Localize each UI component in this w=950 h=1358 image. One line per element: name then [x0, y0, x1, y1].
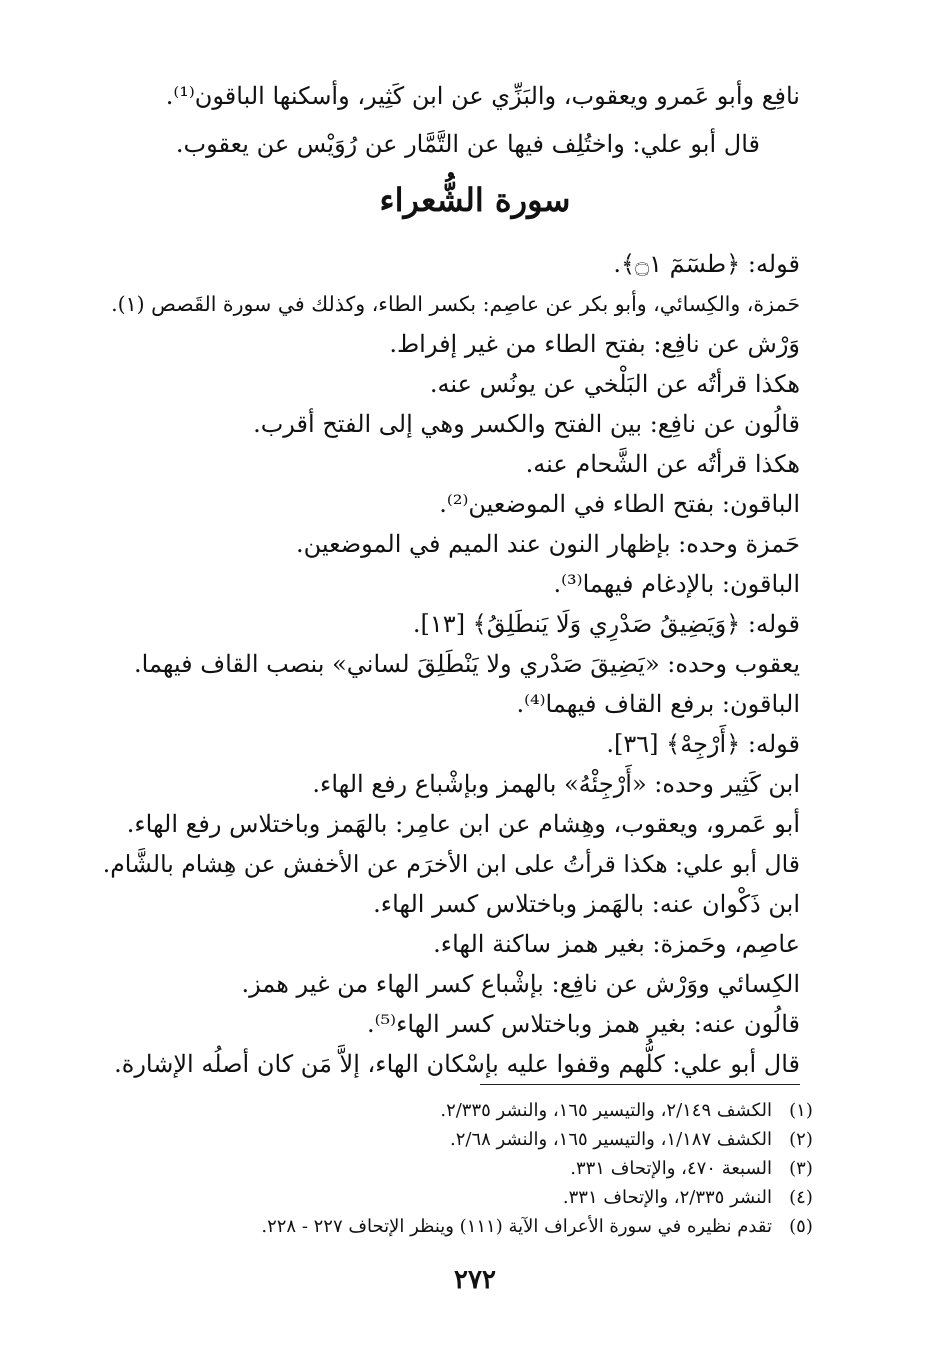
text-line: قال أبو علي: واختُلِف فيها عن التَّمَّار عن رُوَيْس عن يعقوب. [175, 130, 760, 158]
footnote-number: (١) [789, 1100, 813, 1121]
text-line: ابن ذَكْوان عنه: بالهَمز وباختلاس كسر الهاء. [373, 890, 800, 918]
page-number: ٢٧٢ [454, 1265, 496, 1295]
text-line: هكذا قرأتُه عن البَلْخي عن يونُس عنه. [429, 370, 800, 398]
text-line: نافِع وأبو عَمرو ويعقوب، والبَزِّي عن ابن كَثِير، وأسكنها الباقون⁽¹⁾. [165, 82, 800, 110]
footnote [120, 1185, 820, 1211]
text-line: قوله: ﴿طسٓمٓ ۝١﴾. [613, 250, 800, 278]
text-line: قال أبو علي: هكذا قرأتُ على ابن الأخرَم عن الأخفش عن هِشام بالشَّام. [102, 850, 800, 878]
text-line: قالُون عن نافِع: بين الفتح والكسر وهي إلى الفتح أقرب. [253, 410, 800, 438]
text-line: الباقون: بالإدغام فيهما⁽³⁾. [553, 570, 800, 598]
footnote-number: (٥) [789, 1216, 813, 1237]
text-line: حَمزة وحده: بإظهار النون عند الميم في الموضعين. [296, 530, 800, 558]
footnote-separator [480, 1084, 800, 1085]
footnote [120, 1214, 820, 1240]
text-line: عاصِم، وحَمزة: بغير همز ساكنة الهاء. [433, 930, 800, 958]
footnote [120, 1127, 820, 1153]
text-line: قال أبو علي: كلُّهم وقفوا عليه بإسْكان الهاء، إلاَّ مَن كان أصلُه الإشارة. [114, 1050, 800, 1078]
text-line: يعقوب وحده: «يَضِيقَ صَدْري ولا يَنْطَلِقَ لساني» بنصب القاف فيهما. [134, 650, 800, 678]
text-line: هكذا قرأتُه عن الشَّحام عنه. [525, 450, 800, 478]
footnote-text: النشر ٢/٣٣٥، والإتحاف ٣٣١. [562, 1187, 772, 1208]
surah-title: سورة الشُّعراء [379, 181, 571, 219]
footnote-text: السبعة ٤٧٠، والإتحاف ٣٣١. [570, 1158, 772, 1179]
footnote-text: الكشف ٢/١٤٩، والتيسير ١٦٥، والنشر ٢/٣٣٥. [440, 1100, 772, 1121]
text-line: قوله: ﴿أَرْجِهْ﴾ [٣٦]. [606, 730, 800, 758]
footnote-number: (٢) [789, 1129, 813, 1150]
text-line: الكِسائي ووَرْش عن نافِع: بإشْباع كسر الهاء من غير همز. [241, 970, 800, 998]
footnote-text: الكشف ١/١٨٧، والتيسير ١٦٥، والنشر ٢/٦٨. [450, 1129, 772, 1150]
footnote-text: تقدم نظيره في سورة الأعراف الآية (١١١) وينظر الإتحاف ٢٢٧ - ٢٢٨. [261, 1216, 772, 1237]
footnote-number: (٤) [789, 1187, 813, 1208]
text-line: حَمزة، والكِسائي، وأبو بكر عن عاصِم: بكسر الطاء، وكذلك في سورة القَصص (١). [111, 292, 800, 316]
text-line: قوله: ﴿وَيَضِيقُ صَدْرِي وَلَا يَنطَلِقُ﴾ [١٣]. [412, 610, 800, 638]
footnote [120, 1156, 820, 1182]
footnote-number: (٣) [789, 1158, 813, 1179]
text-line: أبو عَمرو، ويعقوب، وهِشام عن ابن عامِر: بالهَمز وباختلاس رفع الهاء. [126, 810, 800, 838]
text-line: الباقون: برفع القاف فيهما⁽⁴⁾. [516, 690, 800, 718]
text-line: وَرْش عن نافِع: بفتح الطاء من غير إفراط. [389, 330, 800, 358]
footnote [120, 1098, 820, 1124]
text-line: ابن كَثِير وحده: «أَرْجِئْهُ» بالهمز وبإشْباع رفع الهاء. [312, 770, 800, 798]
text-line: الباقون: بفتح الطاء في الموضعين⁽²⁾. [439, 490, 800, 518]
text-line: قالُون عنه: بغير همز وباختلاس كسر الهاء⁽⁵⁾. [367, 1010, 800, 1038]
